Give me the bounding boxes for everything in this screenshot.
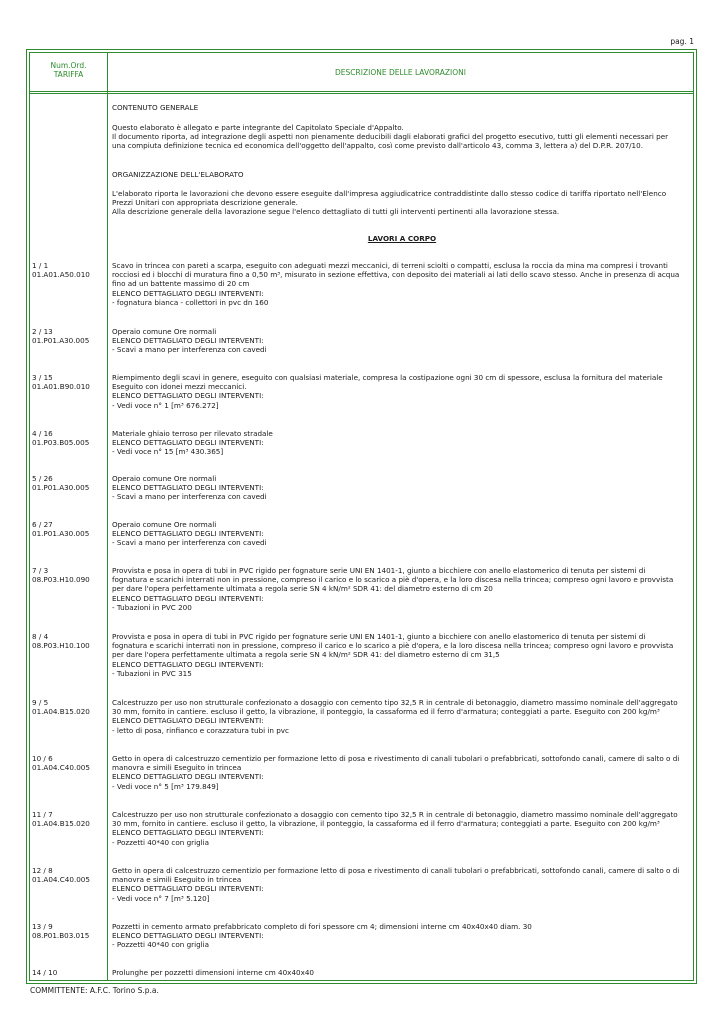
item-code-cell [32, 968, 106, 977]
item-description-line: rocciosi ed i blocchi di muratura fino a 0,50 m³, misurato in sezione effettiva, con deposito dei materiali ai lati dello scavo stesso. Anche in presenza di acqua [112, 270, 680, 280]
item-code-cell [32, 754, 106, 772]
item-description-line: - fognatura bianca - collettori in pvc dn 160 [112, 297, 269, 307]
item-description-line: fino ad un battente massimo di 20 cm [112, 279, 250, 289]
item-description-line: Prolunghe per pozzetti dimensioni interne cm 40x40x40 [112, 968, 314, 977]
item-description-line: Operaio comune Ore normali [112, 474, 217, 483]
table [29, 52, 694, 981]
item-description-line: Calcestruzzo per uso non strutturale confezionato a dosaggio con cemento tipo 32,5 R in centrale di betonaggio, diametro massimo nominale dell'aggregato [112, 698, 678, 707]
item-code-cell [32, 810, 106, 828]
item-code-cell [32, 327, 106, 345]
item-number: 12 / 8 [32, 866, 53, 875]
item-tariff-code: 01.A01.A50.010 [32, 270, 90, 280]
item-description-line: - Vedi voce n° 5 [m³ 179.849] [112, 781, 219, 791]
page-number: pag. 1 [670, 37, 694, 46]
item-description [112, 922, 692, 950]
item-tariff-code: 01.P03.B05.005 [32, 438, 90, 448]
item-number: 6 / 27 [32, 520, 53, 529]
item-number: 14 / 10 [32, 968, 58, 977]
item-description-line: Eseguito con idonei mezzi meccanici. [112, 382, 247, 392]
item-code-cell [32, 632, 106, 650]
item-tariff-code: 08.P03.H10.090 [32, 575, 90, 585]
item-description [112, 373, 692, 410]
header-num-ord-tariffa [30, 61, 107, 79]
item-description-line: ELENCO DETTAGLIATO DEGLI INTERVENTI: [112, 593, 264, 603]
item-description [112, 474, 692, 502]
item-description [112, 968, 692, 977]
item-description-line: - Tubazioni in PVC 315 [112, 668, 192, 678]
item-number: 8 / 4 [32, 632, 49, 641]
item-number: 10 / 6 [32, 754, 53, 763]
organization-line: Prezzi Unitari con appropriata descrizione generale. [112, 198, 298, 208]
item-description-line: Operaio comune Ore normali [112, 520, 217, 529]
header-description: DESCRIZIONE DELLE LAVORAZIONI [335, 68, 466, 77]
item-description-line: - Tubazioni in PVC 200 [112, 602, 192, 612]
item-description-line: ELENCO DETTAGLIATO DEGLI INTERVENTI: [112, 438, 264, 448]
item-description-line: ELENCO DETTAGLIATO DEGLI INTERVENTI: [112, 716, 264, 726]
item-number: 2 / 13 [32, 327, 53, 336]
item-tariff-code: 01.A01.B90.010 [32, 382, 90, 392]
item-description-line: Getto in opera di calcestruzzo cementizio per formazione letto di posa e rivestimento di canali tubolari o prefabbricati, sottofondo canali, camere di salto o di [112, 754, 680, 763]
item-tariff-code: 01.P01.A30.005 [32, 483, 90, 493]
organization-line: Alla descrizione generale della lavorazione segue l'elenco dettagliato di tutti gli interventi pertinenti alla lavorazione stessa. [112, 207, 560, 217]
footer-client: COMMITTENTE: A.F.C. Torino S.p.a. [30, 986, 159, 995]
item-description-line: ELENCO DETTAGLIATO DEGLI INTERVENTI: [112, 659, 264, 669]
general-content-paragraph [112, 123, 692, 151]
item-description-line: Riempimento degli scavi in genere, eseguito con qualsiasi materiale, compresa la costipazione ogni 30 cm di spessore, esclusa la fornitura del materiale [112, 373, 663, 382]
section-title: LAVORI A CORPO [367, 234, 437, 243]
item-description-line: Scavo in trincea con pareti a scarpa, eseguito con adeguati mezzi meccanici, di terreni sciolti o compatti, esclusa la roccia da mina ma compresi i trovanti [112, 261, 668, 270]
organization-title: ORGANIZZAZIONE DELL'ELABORATO [112, 170, 244, 179]
item-tariff-code: 08.P03.H10.100 [32, 641, 90, 651]
item-description-line: per dare l'opera perfettamente ultimata a regola serie SN 4 kN/m² SDR 41: del diametro esterno di cm 31,5 [112, 650, 500, 660]
item-description-line: ELENCO DETTAGLIATO DEGLI INTERVENTI: [112, 529, 264, 539]
item-code-cell [32, 261, 106, 279]
item-description-line: manovra e simili Eseguito in trincea [112, 875, 242, 885]
general-content-line: Il documento riporta, ad integrazione degli aspetti non pienamente deducibili dagli elaborati grafici del progetto esecutivo, tutti gli elementi necessari per [112, 132, 669, 142]
item-description-line: fognatura e scarichi interrati non in pressione, compreso il carico e lo scarico a piè d'opera, e la loro discesa nella trincea; compreso ogni lavoro e provvista [112, 641, 674, 651]
item-number: 7 / 3 [32, 566, 49, 575]
item-code-cell [32, 698, 106, 716]
item-tariff-code: 01.A04.C40.005 [32, 875, 90, 885]
document-frame [26, 49, 697, 984]
item-tariff-code: 01.A04.C40.005 [32, 763, 90, 773]
item-description-line: 30 mm, fornito in cantiere. escluso il getto, la vibrazione, il ponteggio, la cassaforma ed il ferro d'armatura; conteggiati a parte. Eseguito con 200 kg/m³ [112, 819, 660, 829]
item-description-line: ELENCO DETTAGLIATO DEGLI INTERVENTI: [112, 828, 264, 838]
item-description [112, 429, 692, 457]
general-content-line: una compiuta definizione tecnica ed economica dell'oggetto dell'appalto, così come previsto dall'articolo 43, comma 3, lettera a) del D.P.R. 207/10. [112, 141, 643, 151]
item-tariff-code: 08.P01.B03.015 [32, 931, 90, 941]
item-description-line: ELENCO DETTAGLIATO DEGLI INTERVENTI: [112, 772, 264, 782]
column-divider [107, 53, 108, 980]
item-description-line: - letto di posa, rinfianco e corazzatura tubi in pvc [112, 725, 289, 735]
item-description-line: - Pozzetti 40*40 con griglia [112, 940, 210, 950]
item-description-line: Provvista e posa in opera di tubi in PVC rigido per fognature serie UNI EN 1401-1, giunto a bicchiere con anello elastomerico di tenuta per sistemi di [112, 566, 646, 575]
header-tariffa: TARIFFA [53, 70, 84, 79]
item-description [112, 866, 692, 903]
item-tariff-code: 01.A04.B15.020 [32, 707, 90, 717]
item-tariff-code: 01.P01.A30.005 [32, 336, 90, 346]
item-description-line: Operaio comune Ore normali [112, 327, 217, 336]
item-tariff-code: 01.A04.B15.020 [32, 819, 90, 829]
item-description-line: - Vedi voce n° 1 [m³ 676.272] [112, 400, 219, 410]
item-description-line: Calcestruzzo per uso non strutturale confezionato a dosaggio con cemento tipo 32,5 R in centrale di betonaggio, diametro massimo nominale dell'aggregato [112, 810, 678, 819]
item-description-line: - Scavi a mano per interferenza con cavedi [112, 492, 267, 502]
item-number: 9 / 5 [32, 698, 49, 707]
header-divider-double [30, 93, 693, 94]
general-content-line: Questo elaborato è allegato e parte integrante del Capitolato Speciale d'Appalto. [112, 123, 404, 132]
item-description-line: - Scavi a mano per interferenza con cavedi [112, 538, 267, 548]
item-description-line: ELENCO DETTAGLIATO DEGLI INTERVENTI: [112, 483, 264, 493]
item-description [112, 566, 692, 612]
organization-line: L'elaborato riporta le lavorazioni che devono essere eseguite dall'impresa aggiudicatrice contraddistinte dallo stesso codice di tariffa riportato nell'Elenco [112, 189, 667, 198]
item-description-line: Materiale ghiaio terroso per rilevato stradale [112, 429, 273, 438]
item-code-cell [32, 922, 106, 940]
organization-paragraph [112, 189, 692, 217]
item-description-line: ELENCO DETTAGLIATO DEGLI INTERVENTI: [112, 931, 264, 941]
item-description-line: per dare l'opera perfettamente ultimata a regola serie SN 4 kN/m² SDR 41: del diametro esterno di cm 20 [112, 584, 493, 594]
item-number: 3 / 15 [32, 373, 53, 382]
item-code-cell [32, 866, 106, 884]
item-number: 13 / 9 [32, 922, 53, 931]
header-divider [30, 91, 693, 92]
item-code-cell [32, 373, 106, 391]
header-num-ord: Num.Ord. [50, 61, 87, 70]
item-description-line: - Vedi voce n° 15 [m³ 430.365] [112, 447, 224, 457]
item-description-line: 30 mm, fornito in cantiere. escluso il getto, la vibrazione, il ponteggio, la cassaforma ed il ferro d'armatura; conteggiati a parte. Eseguito con 200 kg/m³ [112, 707, 660, 717]
item-number: 1 / 1 [32, 261, 49, 270]
item-description-line: - Scavi a mano per interferenza con cavedi [112, 345, 267, 355]
item-description-line: ELENCO DETTAGLIATO DEGLI INTERVENTI: [112, 288, 264, 298]
item-description-line: Getto in opera di calcestruzzo cementizio per formazione letto di posa e rivestimento di canali tubolari o prefabbricati, sottofondo canali, camere di salto o di [112, 866, 680, 875]
item-description [112, 632, 692, 678]
item-description-line: ELENCO DETTAGLIATO DEGLI INTERVENTI: [112, 884, 264, 894]
item-description-line: Provvista e posa in opera di tubi in PVC rigido per fognature serie UNI EN 1401-1, giunto a bicchiere con anello elastomerico di tenuta per sistemi di [112, 632, 646, 641]
item-code-cell [32, 429, 106, 447]
item-number: 4 / 16 [32, 429, 53, 438]
item-description-line: Pozzetti in cemento armato prefabbricato completo di fori spessore cm 4; dimensioni interne cm 40x40x40 diam. 30 [112, 922, 532, 931]
item-code-cell [32, 520, 106, 538]
item-description [112, 261, 692, 307]
item-description-line: fognatura e scarichi interrati non in pressione, compreso il carico e lo scarico a piè d'opera, e la loro discesa nella trincea; compreso ogni lavoro e provvista [112, 575, 674, 585]
general-content-title: CONTENUTO GENERALE [112, 103, 199, 112]
item-description-line: ELENCO DETTAGLIATO DEGLI INTERVENTI: [112, 336, 264, 346]
item-tariff-code: 01.P01.A30.005 [32, 529, 90, 539]
item-number: 5 / 26 [32, 474, 53, 483]
item-description-line: - Vedi voce n° 7 [m³ 5.120] [112, 893, 210, 903]
item-code-cell [32, 566, 106, 584]
item-description-line: - Pozzetti 40*40 con griglia [112, 837, 210, 847]
item-number: 11 / 7 [32, 810, 53, 819]
item-description [112, 698, 692, 735]
item-description [112, 520, 692, 548]
item-description [112, 754, 692, 791]
item-description [112, 327, 692, 355]
item-description [112, 810, 692, 847]
item-code-cell [32, 474, 106, 492]
item-description-line: manovra e simili Eseguito in trincea [112, 763, 242, 773]
item-description-line: ELENCO DETTAGLIATO DEGLI INTERVENTI: [112, 391, 264, 401]
